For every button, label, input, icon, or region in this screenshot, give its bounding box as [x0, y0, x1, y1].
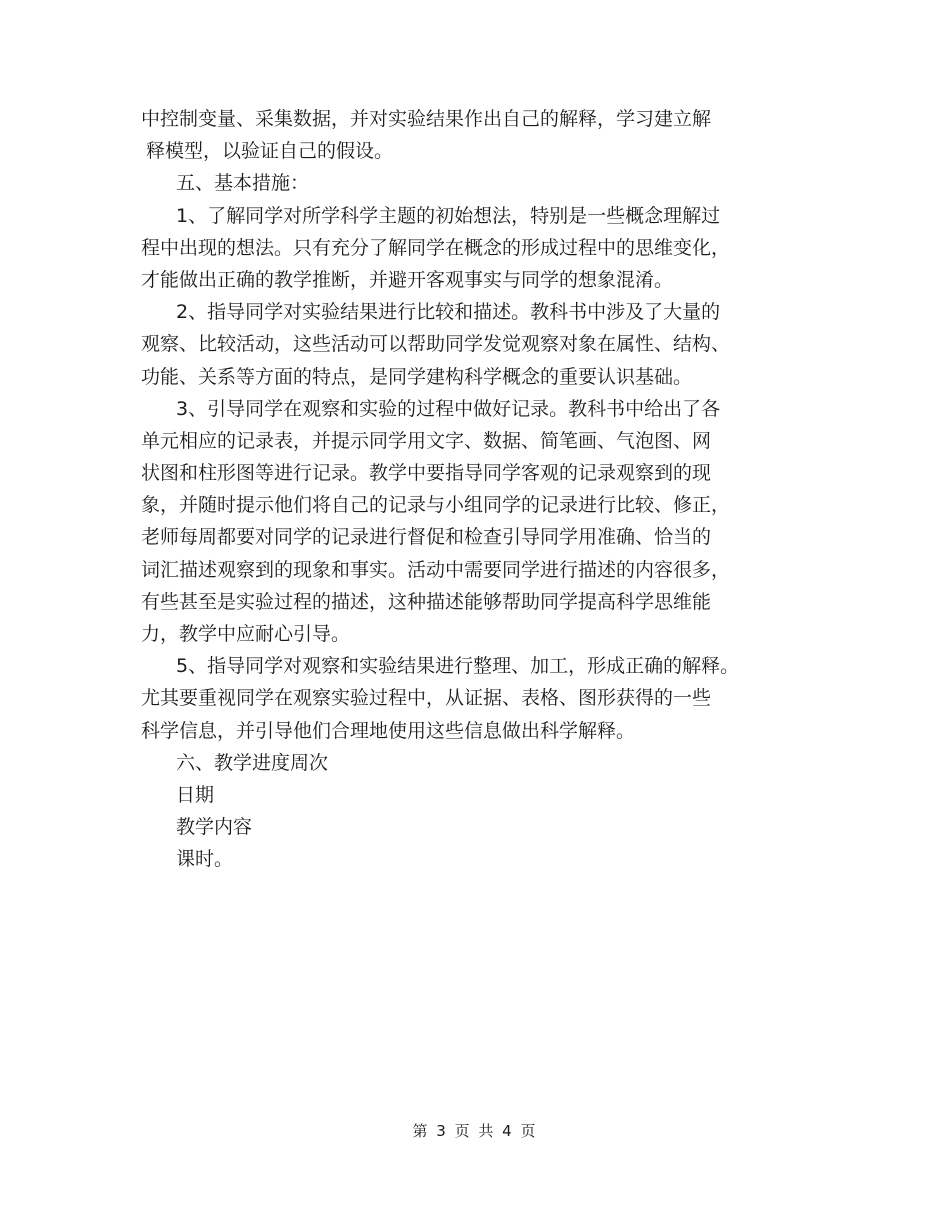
- text-line: 课时。: [176, 848, 234, 871]
- section-heading: 六、教学进度周次: [176, 751, 329, 774]
- text-line: 象，并随时提示他们将自己的记录与小组同学的记录进行比较、修正，: [141, 494, 731, 517]
- text-line: 观察、比较活动，这些活动可以帮助同学发觉观察对象在属性、结构、: [141, 333, 731, 356]
- text-line: 老师每周都要对同学的记录进行督促和检查引导同学用准确、恰当的: [141, 526, 712, 549]
- text-line: 释模型，以验证自己的假设。: [146, 140, 394, 163]
- section-heading: 五、基本措施：: [176, 172, 310, 195]
- text-line: 科学信息，并引导他们合理地使用这些信息做出科学解释。: [141, 719, 636, 742]
- text-line: 5、指导同学对观察和实验结果进行整理、加工，形成正确的解释。: [176, 655, 740, 678]
- text-line: 功能、关系等方面的特点，是同学建构科学概念的重要认识基础。: [141, 365, 693, 388]
- text-line: 才能做出正确的教学推断，并避开客观事实与同学的想象混淆。: [141, 268, 674, 291]
- text-line: 力，教学中应耐心引导。: [141, 623, 351, 645]
- text-line: 中控制变量、采集数据，并对实验结果作出自己的解释，学习建立解: [141, 108, 712, 130]
- text-line: 单元相应的记录表，并提示同学用文字、数据、简笔画、气泡图、网: [141, 429, 712, 452]
- page-number: 第 3 页 共 4 页: [412, 1122, 538, 1140]
- text-line: 3、引导同学在观察和实验的过程中做好记录。教科书中给出了各: [176, 397, 721, 420]
- text-line: 日期: [176, 783, 215, 806]
- text-line: 教学内容: [176, 816, 253, 839]
- document-body: [141, 103, 821, 876]
- text-line: 程中出现的想法。只有充分了解同学在概念的形成过程中的思维变化，: [141, 236, 731, 259]
- text-line: 状图和柱形图等进行记录。教学中要指导同学客观的记录观察到的现: [141, 462, 712, 485]
- text-line: 有些甚至是实验过程的描述，这种描述能够帮助同学提高科学思维能: [141, 590, 712, 613]
- text-line: 1、了解同学对所学科学主题的初始想法，特别是一些概念理解过: [176, 204, 721, 227]
- text-line: 词汇描述观察到的现象和事实。活动中需要同学进行描述的内容很多，: [141, 558, 731, 581]
- text-line: 尤其要重视同学在观察实验过程中，从证据、表格、图形获得的一些: [141, 687, 712, 710]
- text-line: 2、指导同学对实验结果进行比较和描述。教科书中涉及了大量的: [176, 301, 721, 324]
